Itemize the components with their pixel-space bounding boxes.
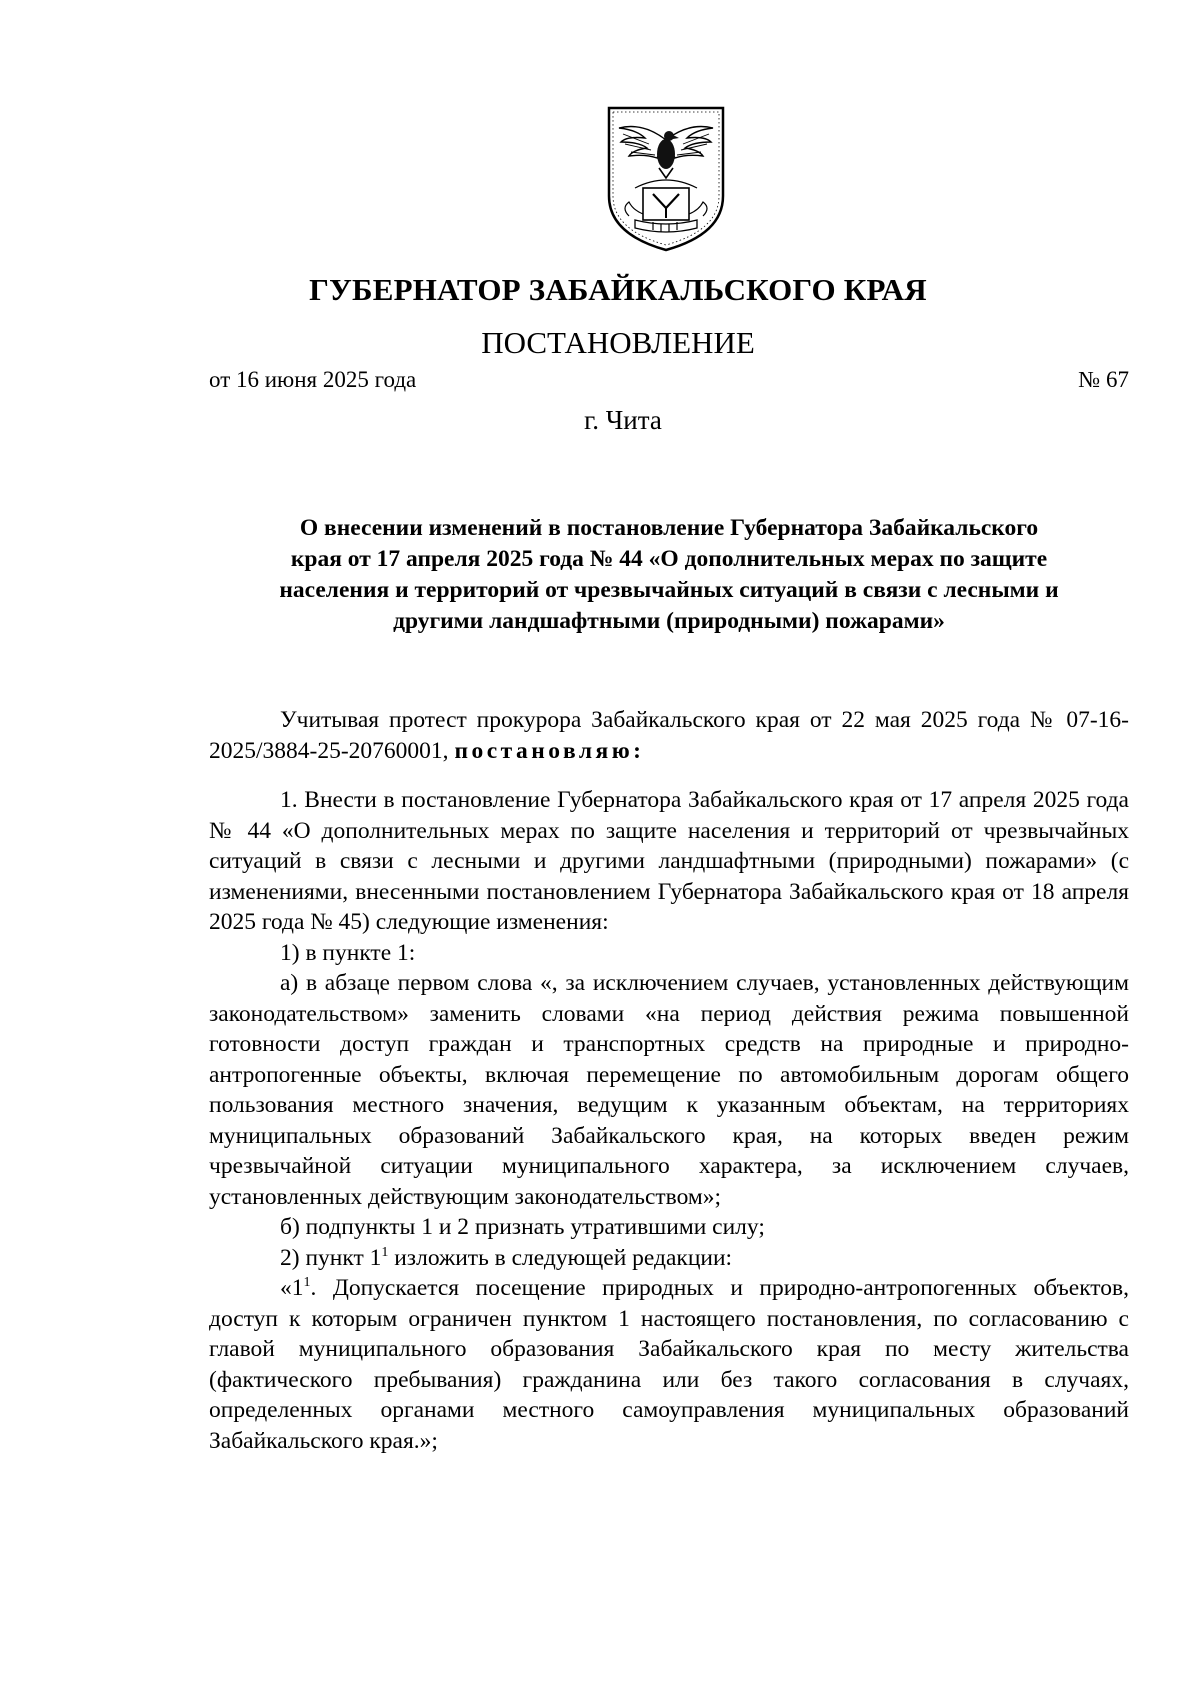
superscript-mark: 1 — [381, 1244, 389, 1260]
document-city: г. Чита — [584, 405, 662, 435]
document-type-heading: ПОСТАНОВЛЕНИЕ — [481, 325, 755, 360]
title-line: другими ландшафтными (природными) пожарами» — [393, 608, 945, 634]
title-line: края от 17 апреля 2025 года № 44 «О дополнительных мерах по защите — [290, 546, 1048, 572]
superscript-mark: 1 — [303, 1275, 311, 1290]
document-date: от 16 июня 2025 года — [209, 367, 417, 392]
quote-text: . Допускается посещение природных и природно-антропогенных объектов, доступ к которым ограничен пунктом 1 настоящего постановления, по согласованию с главой муниципального образования Забайкальского края по месту жительства (фактического пребывания) гражданина или без такого согласования в случаях, определенных органами местного самоуправления муниципальных образований Забайкальского края.»; — [209, 1275, 1129, 1454]
item-1-2-paragraph — [209, 1243, 1129, 1274]
coat-of-arms-icon — [605, 104, 727, 254]
document-number: № 67 — [1078, 367, 1129, 392]
item-1-2-text-end: изложить в следующей редакции: — [388, 1244, 733, 1271]
item-1-1-paragraph: 1) в пункте 1: — [280, 939, 416, 966]
preamble-paragraph — [209, 705, 1129, 766]
title-line: О внесении изменений в постановление Губернатора Забайкальского — [299, 515, 1039, 541]
document-body — [209, 705, 1129, 1456]
title-line: населения и территорий от чрезвычайных ситуаций в связи с лесными и — [279, 577, 1059, 603]
quoted-paragraph — [209, 1273, 1129, 1456]
item-1-1b-paragraph: б) подпункты 1 и 2 признать утратившими силу; — [280, 1214, 765, 1240]
preamble-text: Учитывая протест прокурора Забайкальского края от 22 мая 2025 года № 07-16-2025/3884-25-20760001, — [209, 707, 1129, 764]
authority-heading: ГУБЕРНАТОР ЗАБАЙКАЛЬСКОГО КРАЯ — [309, 272, 927, 307]
preamble-emphasis: постановляю: — [454, 737, 645, 764]
item-1-2-text-start: 2) пункт 1 — [280, 1244, 382, 1271]
item-1-1a-paragraph: а) в абзаце первом слова «, за исключением случаев, установленных действующим законодательством» заменить словами «на период действия режима повышенной готовности доступ граждан и транспортных средств на природные и природно-антропогенные объекты, включая перемещение по автомобильным дорогам общего пользования местного значения, ведущим к указанным объектам, на территориях муниципальных образований Забайкальского края, на которых введен режим чрезвычайной ситуации муниципального характера, за исключением случаев, установленных действующим законодательством»; — [209, 970, 1129, 1210]
item-1-paragraph: 1. Внести в постановление Губернатора Забайкальского края от 17 апреля 2025 года № 44 «О дополнительных мерах по защите населения и территорий от чрезвычайных ситуаций в связи с лесными и другими ландшафтными (природными) пожарами» (с изменениями, внесенными постановлением Губернатора Забайкальского края от 18 апреля 2025 года № 45) следующие изменения: — [209, 787, 1129, 935]
quote-start: «1 — [280, 1275, 304, 1301]
document-title — [209, 513, 1129, 637]
